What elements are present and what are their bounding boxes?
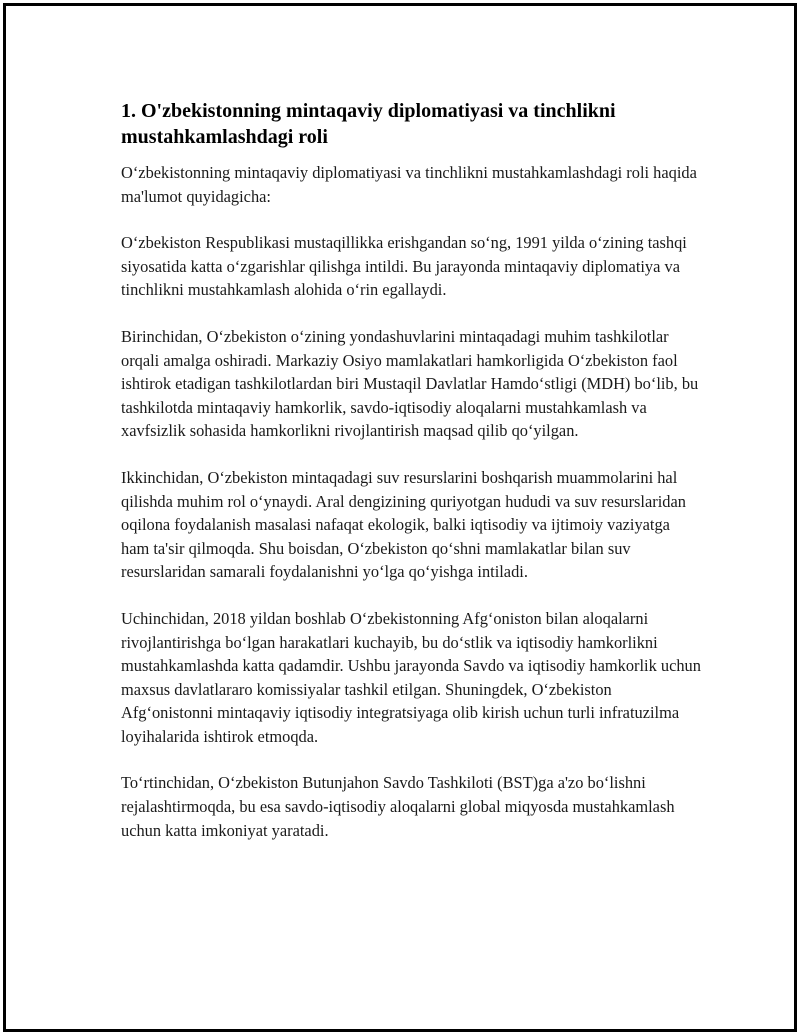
paragraph-fourth: To‘rtinchidan, O‘zbekiston Butunjahon Savdo Tashkiloti (BST)ga a'zo bo‘lishni rejalashtirmoqda, bu esa savdo-iqtisodiy aloqalarni global miqyosda mustahkamlash uchun katta imkoniyat yaratadi. <box>121 773 675 840</box>
document-body <box>121 98 701 865</box>
paragraph-intro: O‘zbekistonning mintaqaviy diplomatiyasi va tinchlikni mustahkamlashdagi roli haqida ma'lumot quyidagicha: <box>121 163 697 206</box>
paragraph-third: Uchinchidan, 2018 yildan boshlab O‘zbekistonning Afg‘oniston bilan aloqalarni rivojlantirishga bo‘lgan harakatlari kuchayib, bu do‘stlik va iqtisodiy hamkorlikni mustahkamlashda katta qadamdir. Ushbu jarayonda Savdo va iqtisodiy hamkorlik uchun maxsus davlatlararo komissiyalar tashkil etilgan. Shuningdek, O‘zbekiston Afg‘onistonni mintaqaviy iqtisodiy integratsiyaga olib kirish uchun turli infratuzilma loyihalarida ishtirok etmoqda. <box>121 608 701 746</box>
paragraph-second: Ikkinchidan, O‘zbekiston mintaqadagi suv resurslarini boshqarish muammolarini hal qilishda muhim rol o‘ynaydi. Aral dengizining quriyotgan hududi va suv resurslaridan oqilona foydalanish masalasi nafaqat ekologik, balki iqtisodiy va ijtimoiy vaziyatga ham ta'sir qilmoqda. Shu boisdan, O‘zbekiston qo‘shni mamlakatlar bilan suv resurslaridan samarali foydalanishni yo‘lga qo‘yishga intiladi. <box>121 467 686 582</box>
page-frame <box>3 3 797 1032</box>
paragraph-first: Birinchidan, O‘zbekiston o‘zining yondashuvlarini mintaqadagi muhim tashkilotlar orqali amalga oshiradi. Markaziy Osiyo mamlakatlari hamkorligida O‘zbekiston faol ishtirok etadigan tashkilotlardan biri Mustaqil Davlatlar Hamdo‘stligi (MDH) bo‘lib, bu tashkilotda mintaqaviy hamkorlik, savdo-iqtisodiy aloqalarni mustahkamlash va xavfsizlik sohasida hamkorlikni rivojlantirish maqsad qilib qo‘yilgan. <box>121 326 699 441</box>
document-title: 1. O'zbekistonning mintaqaviy diplomatiyasi va tinchlikni mustahkamlashdagi roli <box>121 100 616 148</box>
paragraph-independence: O‘zbekiston Respublikasi mustaqillikka erishgandan so‘ng, 1991 yilda o‘zining tashqi siyosatida katta o‘zgarishlar qilishga intildi. Bu jarayonda mintaqaviy diplomatiya va tinchlikni mustahkamlash alohida o‘rin egallaydi. <box>121 233 687 300</box>
